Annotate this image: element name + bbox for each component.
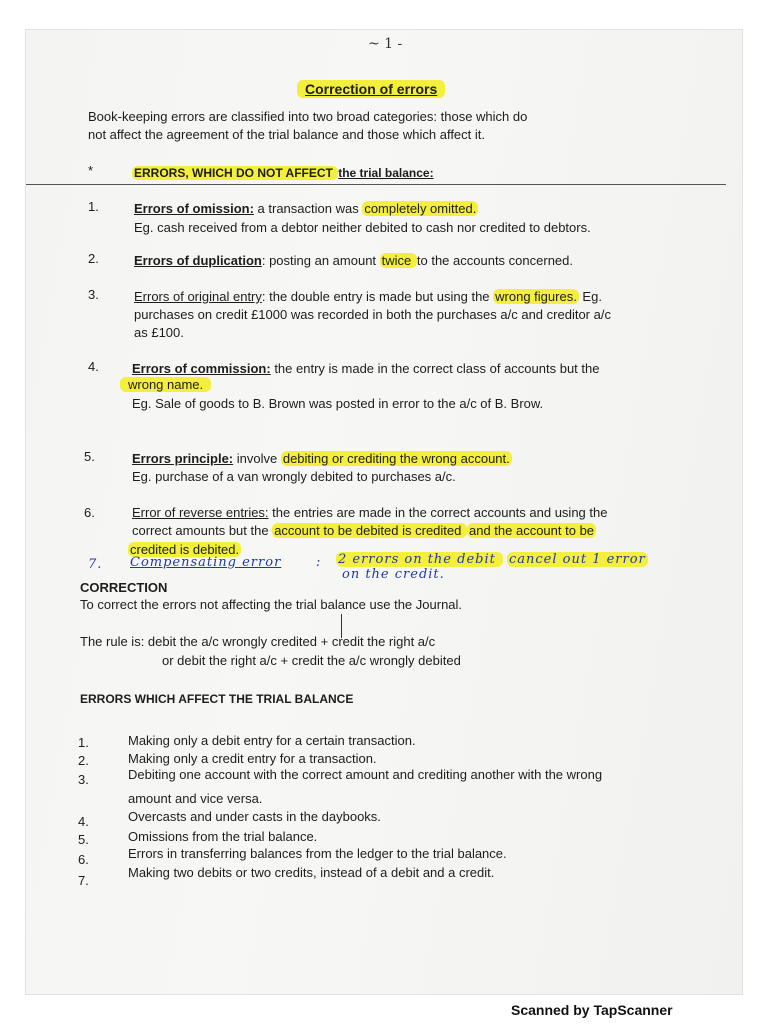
section1-bullet: * — [88, 163, 94, 178]
section2-item-4-text: Overcasts and under casts in the daybooks. — [128, 809, 381, 824]
item-4-term: Errors of commission: — [132, 361, 271, 376]
section-divider — [26, 184, 726, 185]
section2-item-7-text: Making two debits or two credits, instead of a debit and a credit. — [128, 865, 495, 880]
item-3-highlight: wrong figures. — [495, 289, 577, 304]
item-2-number: 2. — [88, 251, 99, 266]
handwritten-number: 7. — [88, 557, 103, 572]
item-2-highlight: twice — [381, 253, 415, 268]
section2-item-5-text: Omissions from the trial balance. — [128, 829, 318, 844]
section2-item-6-number: 6. — [78, 852, 89, 867]
item-5-text: involve — [233, 451, 281, 466]
item-3-line-3: as £100. — [134, 325, 184, 340]
item-6-highlight-2: and the account to be — [468, 523, 595, 538]
page-number: ~ 1 - — [368, 36, 403, 52]
section2-item-1-number: 1. — [78, 735, 89, 750]
section2-item-2-number: 2. — [78, 753, 89, 768]
item-1-number: 1. — [88, 199, 99, 214]
item-1-text: a transaction was — [253, 201, 363, 216]
section1-heading-post: the trial balance: — [338, 166, 434, 180]
item-6-text-2: correct amounts but the — [132, 523, 273, 538]
section2-item-1-text: Making only a debit entry for a certain transaction. — [128, 733, 416, 748]
correction-heading: CORRECTION — [80, 580, 168, 595]
item-1-highlight: completely omitted. — [364, 201, 477, 216]
item-6-number: 6. — [84, 505, 95, 520]
item-5-line-2: Eg. purchase of a van wrongly debited to purchases a/c. — [132, 469, 456, 484]
item-2-text-post: to the accounts concerned. — [416, 253, 573, 268]
item-6-text: the entries are made in the correct accounts and using the — [268, 505, 608, 520]
item-6-line-1 — [132, 504, 607, 522]
section2-item-2-text: Making only a credit entry for a transaction. — [128, 751, 377, 766]
item-1-line-1 — [134, 200, 478, 218]
item-6-highlight-3: credited is debited. — [130, 542, 240, 557]
item-2-line-1 — [134, 252, 573, 270]
correction-rule-1: The rule is: debit the a/c wrongly credited + credit the right a/c — [80, 634, 436, 649]
page-title — [297, 80, 445, 98]
scanned-page — [26, 30, 742, 994]
item-4-number: 4. — [88, 359, 99, 374]
section2-item-3-text-2: amount and vice versa. — [128, 791, 263, 806]
correction-line-1: To correct the errors not affecting the trial balance use the Journal. — [80, 597, 463, 612]
item-6-line-2 — [132, 522, 596, 540]
handwritten-box-text: 2 errors on the debit — [338, 552, 501, 567]
item-2-term: Errors of duplication — [134, 253, 262, 268]
item-3-line-1 — [134, 288, 602, 306]
item-3-text: : the double entry is made but using the — [261, 289, 494, 304]
section1-heading-pre: ERRORS, WHICH DO NOT AFFECT — [134, 166, 337, 180]
item-3-number: 3. — [88, 287, 99, 302]
section2-item-5-number: 5. — [78, 832, 89, 847]
section2-item-3-number: 3. — [78, 772, 89, 787]
item-5-term: Errors principle: — [132, 451, 234, 466]
item-3-term: Errors of original entry — [134, 289, 262, 304]
item-4-line-2 — [120, 376, 211, 394]
correction-rule-2: or debit the right a/c + credit the a/c wrongly debited — [162, 653, 461, 668]
item-1-line-2: Eg. cash received from a debtor neither debited to cash nor credited to debtors. — [134, 220, 591, 235]
item-4-line-3: Eg. Sale of goods to B. Brown was posted in error to the a/c of B. Brow. — [132, 396, 544, 411]
item-6-term: Error of reverse entries: — [132, 505, 269, 520]
handwritten-line-2: on the credit. — [342, 567, 445, 582]
handwritten-term: Compensating error — [130, 555, 282, 570]
handwritten-highlight: cancel out 1 error — [508, 552, 646, 567]
item-5-number: 5. — [84, 449, 95, 464]
intro-line-2: not affect the agreement of the trial balance and those which affect it. — [88, 127, 485, 142]
section2-item-3-text: Debiting one account with the correct amount and crediting another with the wrong — [128, 767, 603, 782]
item-6-highlight: account to be debited is credited — [274, 523, 465, 538]
item-3-line-2: purchases on credit £1000 was recorded in both the purchases a/c and creditor a/c — [134, 307, 611, 322]
section2-item-7-number: 7. — [78, 873, 89, 888]
item-4-text: the entry is made in the correct class of accounts but the — [270, 361, 600, 376]
section2-item-6-text: Errors in transferring balances from the ledger to the trial balance. — [128, 846, 507, 861]
item-5-highlight: debiting or crediting the wrong account. — [282, 451, 510, 466]
intro-line-1: Book-keeping errors are classified into two broad categories: those which do — [88, 109, 528, 124]
item-3-text-post: Eg. — [578, 289, 602, 304]
item-2-text: : posting an amount — [261, 253, 380, 268]
item-1-term: Errors of omission: — [134, 201, 254, 216]
handwritten-line-1 — [336, 552, 648, 567]
handwritten-colon: : — [316, 555, 322, 570]
item-4-highlight: wrong name. — [120, 377, 211, 392]
item-5-line-1 — [132, 450, 512, 468]
section2-item-4-number: 4. — [78, 814, 89, 829]
section1-heading — [132, 164, 434, 182]
section2-heading: ERRORS WHICH AFFECT THE TRIAL BALANCE — [80, 692, 354, 706]
title-text: Correction of errors — [297, 80, 445, 98]
scanner-watermark: Scanned by TapScanner — [511, 1002, 673, 1018]
